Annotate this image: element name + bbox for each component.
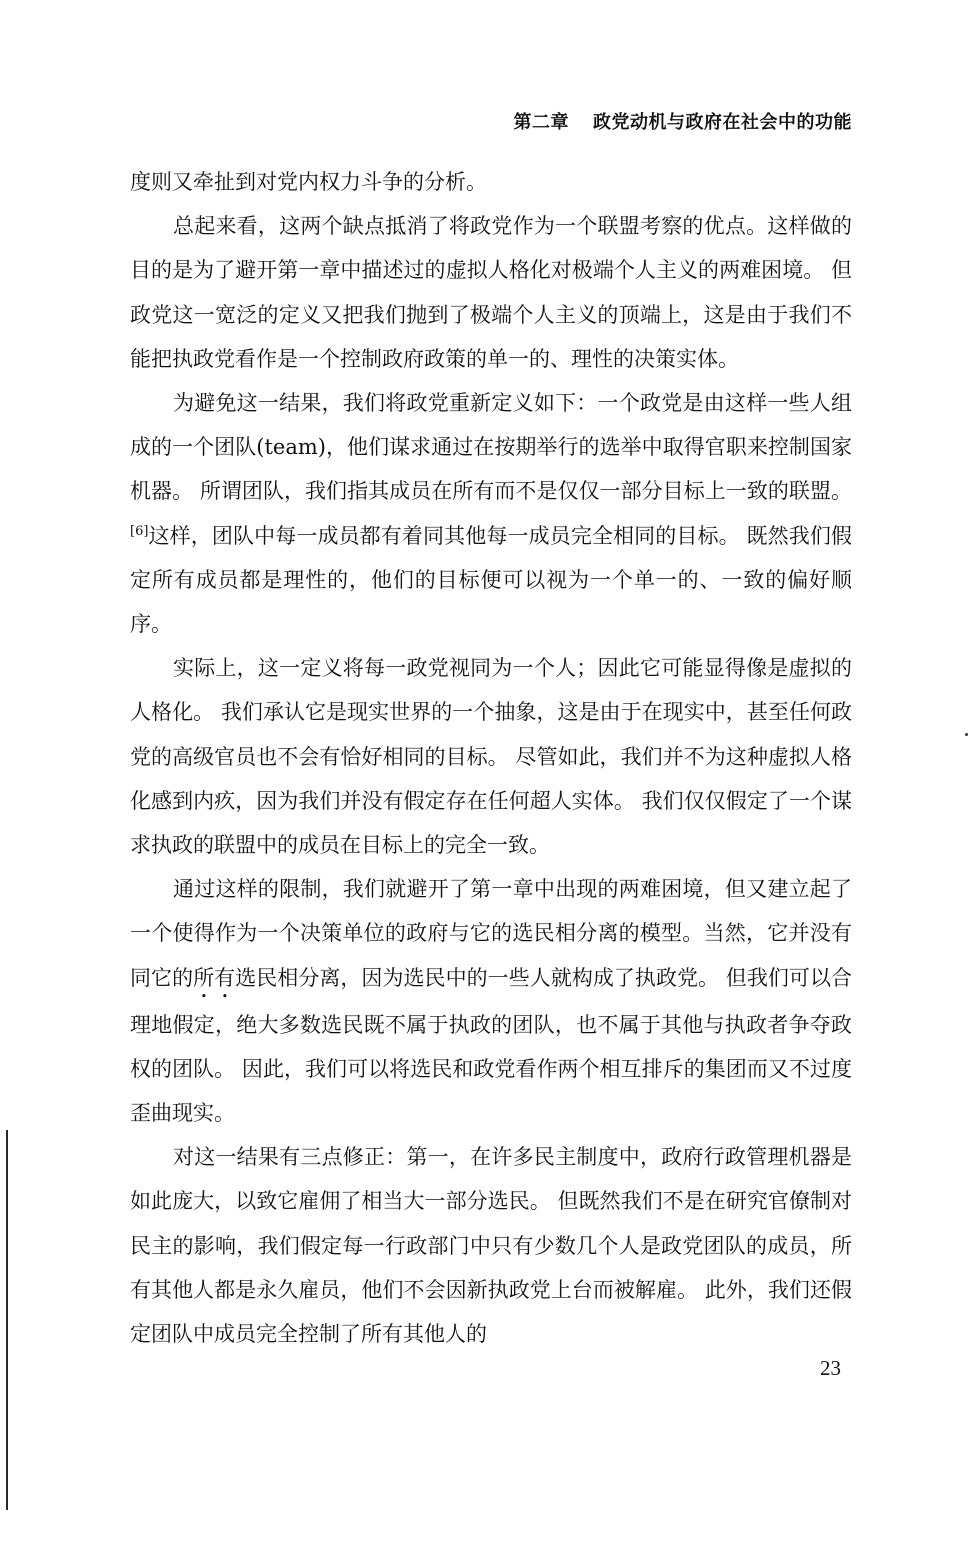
scan-speck bbox=[965, 733, 968, 736]
page-number: 23 bbox=[820, 1356, 841, 1380]
paragraph-continuation: 度则又牵扯到对党内权力斗争的分析。 bbox=[130, 170, 487, 194]
paragraph: 总起来看，这两个缺点抵消了将政党作为一个联盟考察的优点。这样做的目的是为了避开第一章中描述过的虚拟人格化对极端个人主义的两难困境。 但政党这一宽泛的定义又把我们抛到了极端个人主义的顶端上，这是由于我们不能把执政党看作是一个控制政府政策的单一的、理性的决策实体。 bbox=[130, 214, 852, 371]
footnote-reference: [6] bbox=[130, 523, 149, 539]
paragraph: 对这一结果有三点修正：第一，在许多民主制度中，政府行政管理机器是如此庞大，以致它雇佣了相当大一部分选民。 但既然我们不是在研究官僚制对民主的影响，我们假定每一行政部门中只有少数几个人是政党团队的成员，所有其他人都是永久雇员，他们不会因新执政党上台而被解雇。 此外，我们还假定团队中成员完全控制了所有其他人的 bbox=[130, 1145, 852, 1347]
chapter-title: 政党动机与政府在社会中的功能 bbox=[593, 112, 852, 133]
paragraph bbox=[130, 867, 852, 1135]
paragraph-text: 为避免这一结果，我们将政党重新定义如下：一个政党是由这样一些人组成的一个团队(team)，他们谋求通过在按期举行的选举中取得官职来控制国家机器。 所谓团队，我们指其成员在所有而不是仅仅一部分目标上一致的联盟。 bbox=[130, 391, 852, 504]
chapter-label: 第二章 bbox=[513, 112, 569, 133]
scan-edge-line bbox=[6, 1130, 8, 1510]
paragraph-text: 选民相分离，因为选民中的一些人就构成了执政党。 但我们可以合理地假定，绝大多数选民既不属于执政的团队，也不属于其他与执政者争夺政权的团队。 因此，我们可以将选民和政党看作两个相互排斥的集团而又不过度歪曲现实。 bbox=[130, 965, 852, 1126]
body-text bbox=[130, 160, 852, 1356]
paragraph bbox=[130, 381, 852, 646]
paragraph: 实际上，这一定义将每一政党视同为一个人；因此它可能显得像是虚拟的人格化。 我们承认它是现实世界的一个抽象，这是由于在现实中，甚至任何政党的高级官员也不会有恰好相同的目标。 尽管如此，我们并不为这种虚拟人格化感到内疚，因为我们并没有假定存在任何超人实体。 我们仅仅假定了一个谋求执政的联盟中的成员在目标上的完全一致。 bbox=[130, 656, 852, 858]
emphasized-word: 所有 bbox=[193, 965, 236, 990]
paragraph-text: 通过这样的限制，我们就避开了第一章中出现的两难困境，但又建立起了一个使得作为一个决策单位的政府与它的选民相分离的模型。当然，它并没有同它的 bbox=[130, 877, 852, 990]
paragraph-text: 这样，团队中每一成员都有着同其他每一成员完全相同的目标。 既然我们假定所有成员都是理性的，他们的目标便可以视为一个单一的、一致的偏好顺序。 bbox=[130, 523, 852, 637]
running-header bbox=[514, 108, 853, 134]
